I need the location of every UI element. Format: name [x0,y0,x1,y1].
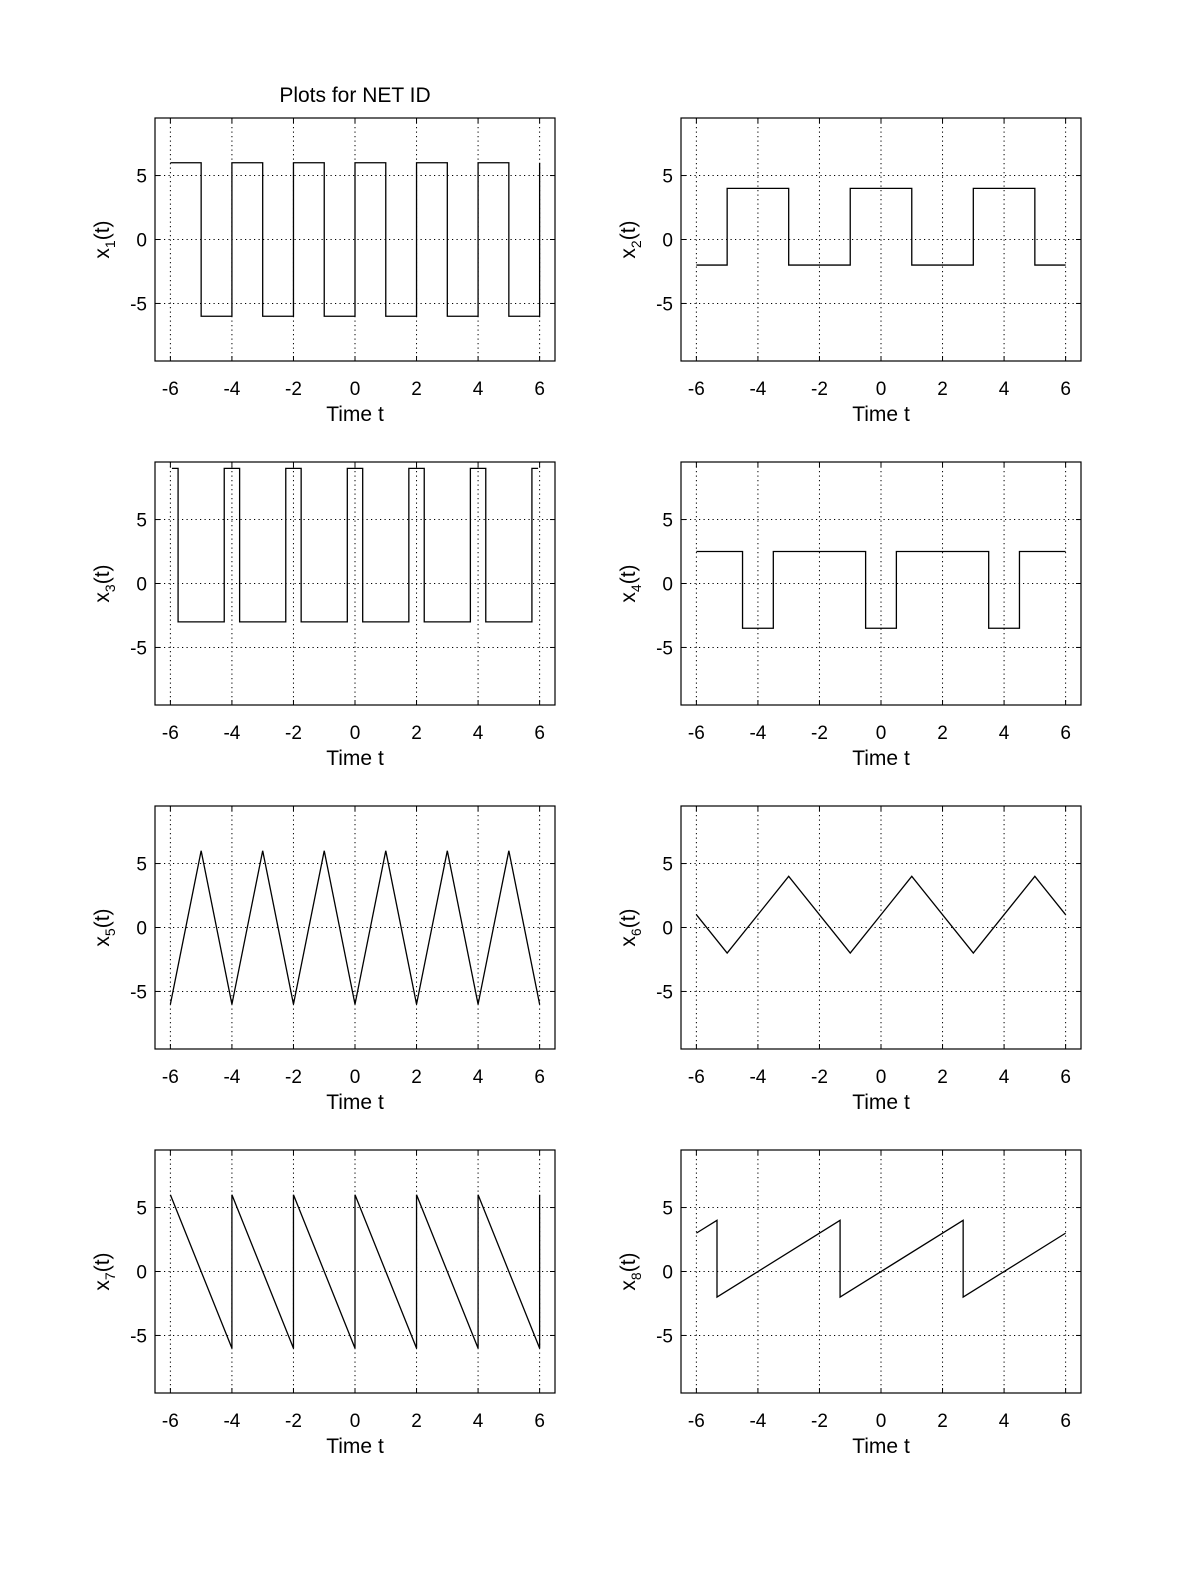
y-axis-label: $x_8(t)$ [617,1252,644,1291]
x-tick-label: 6 [534,379,545,400]
x-tick-label: -2 [285,1411,302,1432]
y-tick-label: 5 [662,166,673,188]
x-tick-label: 0 [349,1411,361,1432]
y-tick-label: 5 [136,166,147,188]
x-tick-label: 0 [875,379,887,400]
x-tick-label: 0 [875,1067,887,1088]
subplot-grid [91,118,1081,1458]
x-axis-label: Time t [852,403,910,426]
x-tick-label: 6 [534,1067,545,1088]
y-axis-label: $x_2(t)$ [617,220,644,259]
y-tick-label: 0 [662,574,673,596]
y-tick-label: -5 [130,1326,147,1348]
y-tick-label: 5 [662,1198,673,1220]
x-tick-label: -2 [811,379,828,400]
y-tick-label: -5 [656,1326,673,1348]
x-tick-label: -4 [223,1067,241,1088]
x-tick-label: -4 [223,379,241,400]
x-tick-label: 6 [1060,1411,1071,1432]
x-tick-label: 2 [411,1067,422,1088]
x-axis-label: Time t [326,747,384,770]
subplot-7 [91,1150,555,1458]
x-tick-label: -4 [749,1411,767,1432]
series-line-x3 [172,468,538,621]
x-tick-label: 0 [349,379,361,400]
y-tick-label: 0 [136,574,147,596]
x-tick-label: -2 [285,723,302,744]
y-tick-label: 5 [136,854,147,876]
x-tick-label: 0 [875,1411,887,1432]
y-tick-label: 0 [662,230,673,252]
x-tick-label: -2 [811,723,828,744]
subplot-1 [91,118,555,426]
y-tick-label: -5 [130,294,147,316]
y-axis-label: $x_5(t)$ [91,908,118,947]
y-tick-label: 0 [662,918,673,940]
x-tick-label: 4 [998,1411,1010,1432]
x-tick-label: 4 [472,1411,484,1432]
x-tick-label: 2 [937,1067,948,1088]
x-axis-label: Time t [326,1435,384,1458]
subplot-3 [91,462,555,770]
x-tick-label: 4 [998,1067,1010,1088]
y-tick-label: 5 [136,510,147,532]
y-tick-label: -5 [656,982,673,1004]
x-tick-label: -6 [161,379,179,400]
y-tick-label: 5 [662,510,673,532]
y-axis-label: $x_4(t)$ [617,564,644,603]
x-tick-label: 6 [534,723,545,744]
x-tick-label: 6 [1060,379,1071,400]
subplot-4 [617,462,1081,770]
subplot-6 [617,806,1081,1114]
x-tick-label: 2 [937,1411,948,1432]
x-tick-label: -4 [223,1411,241,1432]
x-tick-label: -4 [223,723,241,744]
x-tick-label: -6 [161,723,179,744]
y-tick-label: -5 [656,294,673,316]
y-tick-label: 5 [662,854,673,876]
subplot-2 [617,118,1081,426]
x-axis-label: Time t [852,1091,910,1114]
y-axis-label: $x_1(t)$ [91,220,118,259]
y-tick-label: -5 [656,638,673,660]
x-tick-label: -2 [811,1411,828,1432]
x-tick-label: 4 [998,379,1010,400]
x-tick-label: 2 [937,723,948,744]
x-tick-label: 2 [411,1411,422,1432]
x-tick-label: 2 [411,379,422,400]
y-tick-label: 0 [662,1262,673,1284]
x-tick-label: 2 [937,379,948,400]
x-tick-label: 6 [1060,1067,1071,1088]
x-tick-label: -6 [687,723,705,744]
x-axis-label: Time t [326,1091,384,1114]
x-axis-label: Time t [852,747,910,770]
y-axis-label: $x_7(t)$ [91,1252,118,1291]
figure-title: Plots for NET ID [279,84,431,107]
x-tick-label: 4 [472,379,484,400]
y-tick-label: 0 [136,1262,147,1284]
subplot-8 [617,1150,1081,1458]
y-tick-label: 0 [136,918,147,940]
x-tick-label: 4 [472,723,484,744]
x-tick-label: -6 [687,1411,705,1432]
x-axis-label: Time t [852,1435,910,1458]
x-tick-label: 6 [534,1411,545,1432]
x-tick-label: 2 [411,723,422,744]
series-line-x4 [696,552,1065,629]
x-axis-label: Time t [326,403,384,426]
x-tick-label: -4 [749,379,767,400]
y-tick-label: -5 [130,638,147,660]
y-tick-label: 5 [136,1198,147,1220]
subplot-5 [91,806,555,1114]
x-tick-label: 6 [1060,723,1071,744]
x-tick-label: 4 [998,723,1010,744]
x-tick-label: 0 [349,1067,361,1088]
x-tick-label: -4 [749,723,767,744]
y-axis-label: $x_6(t)$ [617,908,644,947]
x-tick-label: 4 [472,1067,484,1088]
x-tick-label: -6 [687,379,705,400]
x-tick-label: 0 [349,723,361,744]
x-tick-label: -6 [161,1411,179,1432]
y-axis-label: $x_3(t)$ [91,564,118,603]
x-tick-label: -6 [687,1067,705,1088]
x-tick-label: -2 [285,1067,302,1088]
x-tick-label: -2 [285,379,302,400]
x-tick-label: -6 [161,1067,179,1088]
x-tick-label: -2 [811,1067,828,1088]
x-tick-label: -4 [749,1067,767,1088]
y-tick-label: 0 [136,230,147,252]
x-tick-label: 0 [875,723,887,744]
y-tick-label: -5 [130,982,147,1004]
